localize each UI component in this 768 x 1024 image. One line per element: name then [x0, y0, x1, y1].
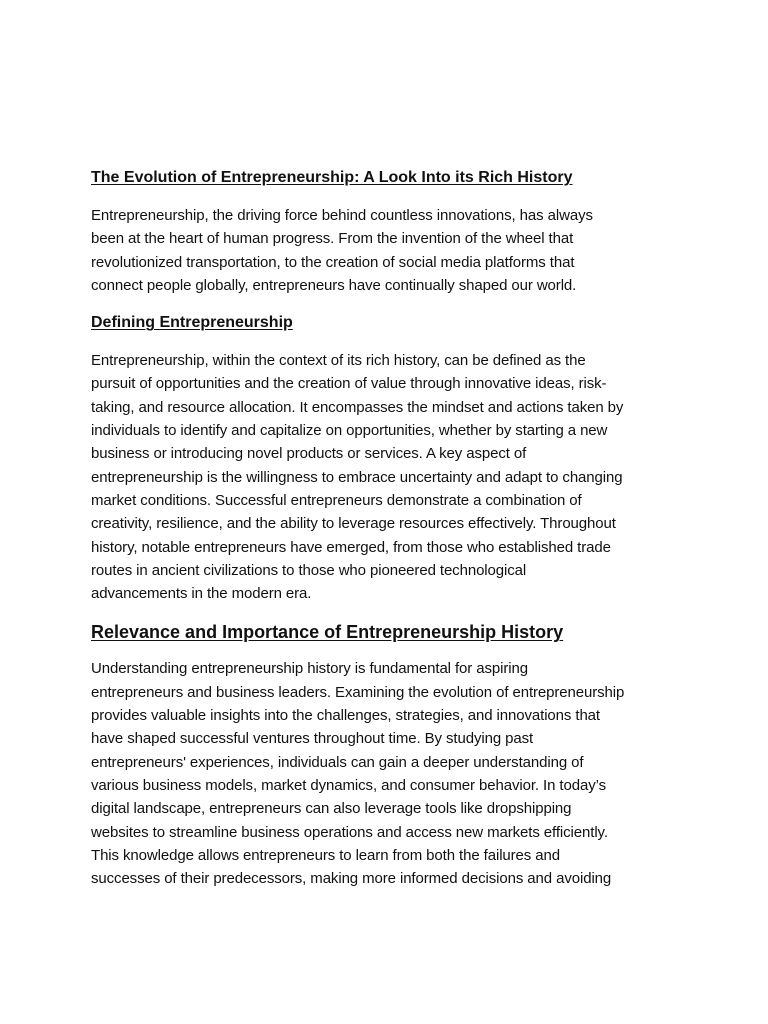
text-line: been at the heart of human progress. From the invention of the wheel that — [91, 230, 574, 248]
relevance-paragraph — [91, 657, 681, 890]
text-line: websites to streamline business operations and access new markets efficiently. — [91, 823, 608, 841]
text-line: entrepreneurship is the willingness to embrace uncertainty and adapt to changing — [91, 468, 623, 486]
text-line: business or introducing novel products or services. A key aspect of — [91, 445, 527, 463]
text-line: individuals to identify and capitalize on opportunities, whether by starting a new — [91, 422, 608, 440]
text-line: Entrepreneurship, the driving force behind countless innovations, has always — [91, 207, 593, 224]
text-line: provides valuable insights into the challenges, strategies, and innovations that — [91, 707, 600, 725]
text-line: successes of their predecessors, making more informed decisions and avoiding — [91, 870, 612, 888]
text-line: advancements in the modern era. — [91, 585, 312, 603]
text-line: pursuit of opportunities and the creation of value through innovative ideas, risk- — [91, 375, 607, 393]
text-line: This knowledge allows entrepreneurs to learn from both the failures and — [91, 846, 560, 864]
text-line: routes in ancient civilizations to those who pioneered technological — [91, 561, 527, 579]
text-line: have shaped successful ventures throughout time. By studying past — [91, 730, 534, 748]
text-line: taking, and resource allocation. It encompasses the mindset and actions taken by — [91, 398, 624, 416]
text-line: entrepreneurs and business leaders. Examining the evolution of entrepreneurship — [91, 683, 625, 701]
text-line: Entrepreneurship, within the context of its rich history, can be defined as the — [91, 352, 586, 370]
text-line: Understanding entrepreneurship history is fundamental for aspiring — [91, 660, 528, 678]
text-line: revolutionized transportation, to the creation of social media platforms that — [91, 253, 575, 271]
intro-paragraph — [91, 204, 681, 297]
text-line: various business models, market dynamics, and consumer behavior. In today’s — [91, 776, 606, 794]
document-title: The Evolution of Entrepreneurship: A Look Into its Rich History — [91, 169, 573, 186]
text-line: connect people globally, entrepreneurs have continually shaped our world. — [91, 276, 577, 294]
text-line: history, notable entrepreneurs have emerged, from those who established trade — [91, 538, 611, 556]
text-line: entrepreneurs' experiences, individuals can gain a deeper understanding of — [91, 753, 584, 771]
section-heading-defining: Defining Entrepreneurship — [91, 314, 293, 332]
text-line: digital landscape, entrepreneurs can also leverage tools like dropshipping — [91, 800, 572, 818]
defining-paragraph — [91, 349, 681, 605]
document-body — [91, 166, 681, 904]
text-line: market conditions. Successful entrepreneurs demonstrate a combination of — [91, 491, 582, 509]
section-heading-relevance: Relevance and Importance of Entrepreneurship History — [91, 622, 564, 643]
text-line: creativity, resilience, and the ability to leverage resources effectively. Throughout — [91, 515, 616, 533]
